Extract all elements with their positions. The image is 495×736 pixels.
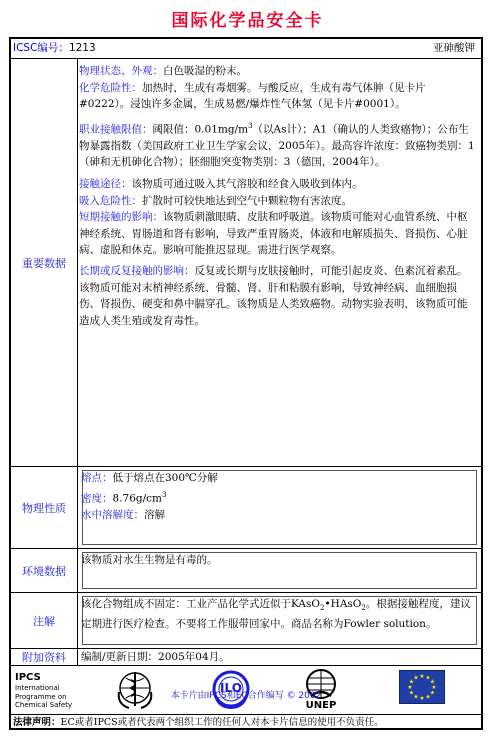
environment-text: 该物质对水生生物是有毒的。: [81, 554, 218, 566]
section-label-additional: 附加资料: [11, 649, 78, 665]
section-environment: [11, 549, 481, 593]
svg-text:★: ★: [408, 678, 415, 686]
melting-point: 熔点：低于熔点在300℃分解: [81, 472, 218, 484]
solubility: 水中溶解度：溶解: [81, 508, 165, 521]
item-short-term: 短期接触的影响：该物质刺激眼睛、皮肤和呼吸道。该物质可能对心血管系统、中枢神经系统、胃肠道和肾有影响，导致严重胃肠炎，体液和电解质损失、肾损伤、心脏病、虚脱和休克。影响可能推迟显现。需进行医学观察。: [79, 211, 468, 257]
item-long-term: 长期或反复接触的影响：反复或长期与皮肤接触时，可能引起皮炎、色素沉着素乱。该物质可能对末梢神经系统、骨髓、肾、肝和粘膜有影响，导致神经病、血细胞损伤、肾损伤、硬变和鼻中膈穿孔。该物质是人类致癌物。动物实验表明，该物质可能造成人类生殖或发育毒性。: [79, 265, 468, 327]
svg-text:★: ★: [429, 678, 436, 686]
svg-text:★: ★: [413, 693, 419, 701]
important-text: [79, 63, 475, 329]
ipcs-logo: IPCS International Programme on Chemical Safety: [15, 672, 73, 709]
card-title: 国际化学品安全卡: [171, 11, 324, 31]
svg-text:★: ★: [413, 674, 419, 682]
chemical-name: 亚砷酸钾: [433, 42, 475, 54]
svg-text:★: ★: [407, 684, 413, 691]
svg-text:★: ★: [425, 693, 431, 701]
density: 密度：$8.76g/cm^3$: [81, 490, 167, 505]
item-inhalation: 吸入危险性：扩散时可较快地达到空气中颗粒物有害浓度。: [79, 194, 352, 207]
section-label-important: 重要数据: [11, 59, 78, 466]
svg-text:★: ★: [429, 689, 436, 697]
item-exposure-limits: 职业接触限值：阈限值：$0.01mg/m^3$（以As计）；A1（确认的人类致癌物）；公布生物暴露指数（美国政府工业卫生学家会议，2005年）。最高容许浓度：致癌物类别：1（砷和无机砷化合物）；胚细胞突变物类别：3（德国，2004年）。: [79, 121, 475, 169]
ilo-text: ILO: [220, 681, 242, 695]
legal-key: 法律声明：: [13, 717, 61, 728]
card-header: [11, 39, 481, 59]
section-physical: [11, 467, 481, 549]
icsc-number: 1213: [68, 42, 96, 54]
svg-text:★: ★: [408, 689, 415, 697]
additional-text: 编制/更新日期：2005年04月。: [81, 651, 230, 663]
credit-line: 本卡片由IPCS和EC合作编写 © 2002: [170, 691, 322, 701]
item-appearance: 物理状态、外观：白色吸湿的粉末。: [79, 65, 247, 77]
svg-text:★: ★: [419, 673, 425, 680]
section-important: [11, 59, 481, 467]
physical-text: [81, 470, 475, 523]
unep-text: UNEP: [305, 700, 337, 711]
svg-text:★: ★: [419, 695, 425, 702]
section-label-notes: 注解: [11, 593, 78, 648]
section-notes: [11, 593, 481, 649]
icsc-label: ICSC编号：: [13, 42, 69, 54]
safety-card: [9, 37, 483, 730]
section-label-physical: 物理性质: [11, 467, 78, 548]
svg-text:★: ★: [431, 684, 437, 691]
notes-text: 该化合物组成不固定：工业产品化学式近似于KAsO$_2$•HAsO$_2$。根据接触程度，建议定期进行医疗检查。不要将工作服带回家中。商品名称为Fowler solution。: [81, 598, 471, 630]
legal-text: EC或者IPCS或者代表两个组织工作的任何人对本卡片信息的使用不负责任。: [60, 717, 384, 728]
legal-notice: [11, 714, 481, 731]
section-label-environment: 环境数据: [11, 549, 78, 592]
item-chemical-danger: 化学危险性：加热时，生成有毒烟雾。与酸反应，生成有毒气体胂（见卡片#0222）。浸蚀许多金属，生成易燃/爆炸性气体氢（见卡片#0001）。: [79, 81, 426, 111]
item-route: 接触途径：该物质可通过吸入其气溶胶和经食入吸收到体内。: [79, 178, 363, 191]
section-additional: [11, 649, 481, 666]
svg-text:★: ★: [425, 674, 431, 682]
